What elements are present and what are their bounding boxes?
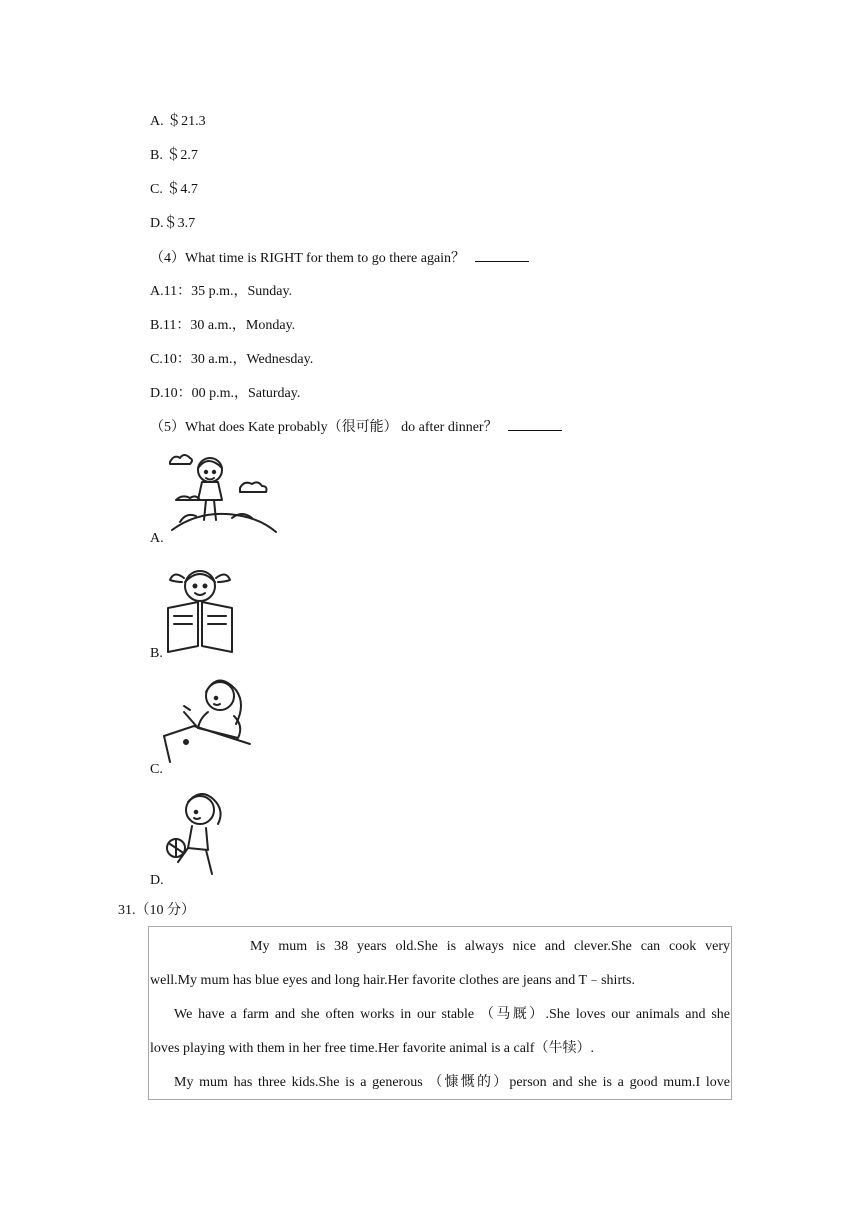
passage-p1-line2: well.My mum has blue eyes and long hair.Her favorite clothes are jeans and T﹣shirts. [150,973,635,988]
q3-option-c: C. ＄4.7 [150,182,198,197]
q4-option-d: D.10：00 p.m.，Saturday. [150,386,301,401]
q5-option-d-label: D. [150,873,164,888]
q4-option-a: A.11：35 p.m.，Sunday. [150,284,293,299]
q3-option-b: B. ＄2.7 [150,148,198,163]
answer-blank [475,249,529,262]
answer-blank [508,418,562,431]
q3-option-d: D.＄3.7 [150,216,196,231]
q4-stem [150,249,529,268]
passage-p2-line1: We have a farm and she often works in our stable （马厩）.She loves our animals and she [174,1007,730,1022]
q4-option-c: C.10：30 a.m.，Wednesday. [150,352,314,367]
q31-header: 31.（10 分） [118,903,195,918]
passage-p3-line1: My mum has three kids.She is a generous （慷慨的）person and she is a good mum.I love [174,1075,730,1090]
q5-option-a-label: A. [150,531,164,546]
q5-option-c-label: C. [150,762,163,777]
passage-p1-line1: My mum is 38 years old.She is always nice and clever.She can cook very [250,939,730,954]
q5-option-b-label: B. [150,646,163,661]
q5-stem-text: （5）What does Kate probably（很可能） do after dinner？ [150,420,498,435]
girl-drawing-icon [162,670,258,766]
girl-playing-football-icon [162,786,232,882]
q3-option-a: A. ＄21.3 [150,114,206,129]
girl-reading-book-icon [162,562,238,658]
q4-option-b: B.11：30 a.m.，Monday. [150,318,296,333]
passage-p2-line2: loves playing with them in her free time.Her favorite animal is a calf（牛犊）. [150,1041,594,1056]
q4-stem-text: （4）What time is RIGHT for them to go there again？ [150,251,466,266]
girl-walking-outdoors-icon [162,448,282,544]
q5-stem [150,418,562,437]
